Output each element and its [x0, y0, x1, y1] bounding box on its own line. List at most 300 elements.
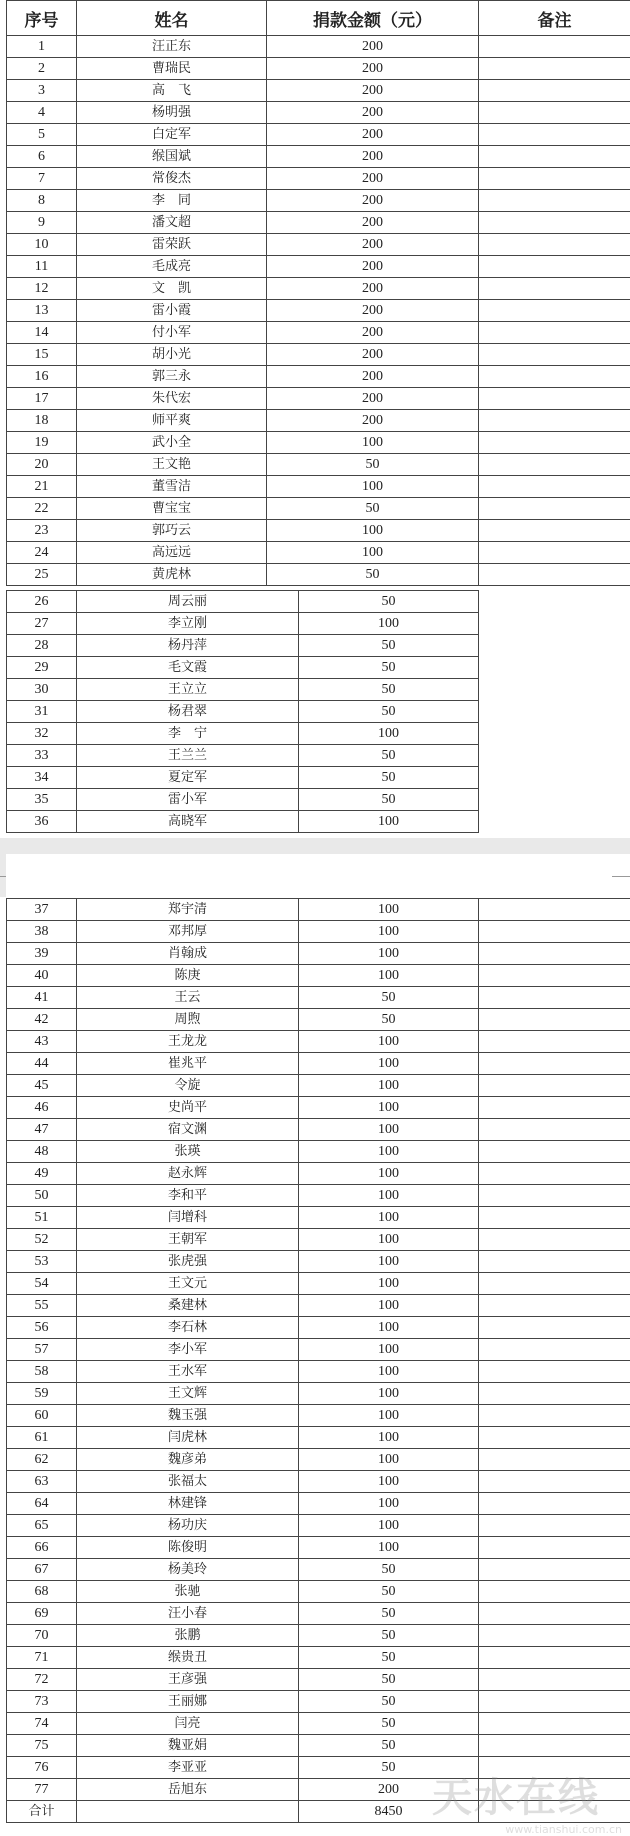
name-cell: 雷小霞	[77, 300, 267, 322]
amount-cell: 100	[299, 1449, 479, 1471]
table-row	[7, 1427, 630, 1449]
amount-cell: 200	[267, 58, 479, 80]
seq-cell: 25	[7, 564, 77, 586]
table-row	[7, 723, 630, 745]
name-cell: 汪正东	[77, 36, 267, 58]
amount-cell: 50	[299, 1669, 479, 1691]
name-cell: 王立立	[77, 679, 299, 701]
name-cell: 胡小光	[77, 344, 267, 366]
table-row	[7, 454, 630, 476]
next-page-top	[6, 854, 630, 897]
seq-cell: 49	[7, 1163, 77, 1185]
name-cell: 张鹏	[77, 1625, 299, 1647]
seq-cell: 67	[7, 1559, 77, 1581]
table-row	[7, 234, 630, 256]
amount-cell: 50	[267, 498, 479, 520]
table-row	[7, 635, 630, 657]
amount-cell: 50	[299, 1757, 479, 1779]
note-cell	[479, 1647, 630, 1669]
header-amount: 捐款金额（元）	[267, 1, 479, 36]
seq-cell: 66	[7, 1537, 77, 1559]
name-cell: 桑建林	[77, 1295, 299, 1317]
amount-cell: 200	[267, 190, 479, 212]
note-cell	[479, 1009, 630, 1031]
seq-cell: 51	[7, 1207, 77, 1229]
table-row	[7, 965, 630, 987]
table-row	[7, 657, 630, 679]
name-cell: 汪小春	[77, 1603, 299, 1625]
amount-cell: 200	[267, 300, 479, 322]
name-cell: 闫亮	[77, 1713, 299, 1735]
name-cell: 魏彦弟	[77, 1449, 299, 1471]
seq-cell: 55	[7, 1295, 77, 1317]
seq-cell: 14	[7, 322, 77, 344]
seq-cell: 61	[7, 1427, 77, 1449]
amount-cell: 200	[267, 410, 479, 432]
amount-cell: 100	[299, 1097, 479, 1119]
table-row	[7, 1603, 630, 1625]
note-cell	[479, 679, 630, 701]
note-cell	[479, 1471, 630, 1493]
seq-cell: 70	[7, 1625, 77, 1647]
seq-cell: 75	[7, 1735, 77, 1757]
seq-cell: 18	[7, 410, 77, 432]
table-row	[7, 190, 630, 212]
note-cell	[479, 1031, 630, 1053]
table-row	[7, 1075, 630, 1097]
amount-cell: 200	[267, 80, 479, 102]
seq-cell: 20	[7, 454, 77, 476]
name-cell: 曹宝宝	[77, 498, 267, 520]
name-cell: 王文艳	[77, 454, 267, 476]
seq-cell: 9	[7, 212, 77, 234]
table-row	[7, 1163, 630, 1185]
name-cell: 闫虎林	[77, 1427, 299, 1449]
table-row	[7, 767, 630, 789]
amount-cell: 200	[299, 1779, 479, 1801]
seq-cell: 33	[7, 745, 77, 767]
table-row	[7, 410, 630, 432]
seq-cell: 62	[7, 1449, 77, 1471]
table-row	[7, 564, 630, 586]
seq-cell: 13	[7, 300, 77, 322]
seq-cell: 26	[7, 591, 77, 613]
seq-cell: 69	[7, 1603, 77, 1625]
table-row	[7, 1229, 630, 1251]
name-cell: 高晓军	[77, 811, 299, 833]
table-row	[7, 1383, 630, 1405]
name-cell: 王龙龙	[77, 1031, 299, 1053]
seq-cell: 38	[7, 921, 77, 943]
seq-cell: 77	[7, 1779, 77, 1801]
table-row	[7, 899, 630, 921]
seq-cell: 15	[7, 344, 77, 366]
name-cell: 毛文霞	[77, 657, 299, 679]
name-cell: 魏亚娟	[77, 1735, 299, 1757]
name-cell: 文 凯	[77, 278, 267, 300]
table-row	[7, 300, 630, 322]
table-row	[7, 1559, 630, 1581]
note-cell	[479, 1075, 630, 1097]
seq-cell: 44	[7, 1053, 77, 1075]
name-cell: 杨君翠	[77, 701, 299, 723]
table-row	[7, 1009, 630, 1031]
amount-cell: 50	[299, 657, 479, 679]
amount-cell: 100	[299, 1207, 479, 1229]
seq-cell: 37	[7, 899, 77, 921]
note-cell	[479, 1053, 630, 1075]
seq-cell: 72	[7, 1669, 77, 1691]
seq-cell: 2	[7, 58, 77, 80]
amount-cell: 200	[267, 146, 479, 168]
amount-cell: 50	[299, 1559, 479, 1581]
amount-cell: 100	[299, 1251, 479, 1273]
table-row	[7, 1361, 630, 1383]
table-row	[7, 613, 630, 635]
amount-cell: 50	[299, 1009, 479, 1031]
table-row	[7, 1669, 630, 1691]
amount-cell: 200	[267, 234, 479, 256]
amount-cell: 50	[299, 679, 479, 701]
note-cell	[479, 943, 630, 965]
amount-cell: 100	[299, 1185, 479, 1207]
name-cell: 陈庚	[77, 965, 299, 987]
seq-cell: 8	[7, 190, 77, 212]
amount-cell: 200	[267, 366, 479, 388]
table-row	[7, 102, 630, 124]
amount-cell: 100	[299, 1361, 479, 1383]
note-cell	[479, 1339, 630, 1361]
seq-cell: 6	[7, 146, 77, 168]
donation-table-part-2	[6, 590, 630, 833]
seq-cell: 21	[7, 476, 77, 498]
table-body-part-1	[7, 36, 630, 586]
seq-cell: 11	[7, 256, 77, 278]
name-cell: 宿文渊	[77, 1119, 299, 1141]
table-row	[7, 1713, 630, 1735]
table-row	[7, 1251, 630, 1273]
seq-cell: 17	[7, 388, 77, 410]
amount-cell: 200	[267, 36, 479, 58]
table-row	[7, 1405, 630, 1427]
name-cell: 潘文超	[77, 212, 267, 234]
amount-cell: 100	[299, 1493, 479, 1515]
amount-cell: 100	[299, 613, 479, 635]
name-cell: 令旋	[77, 1075, 299, 1097]
page-corner-mark-right	[612, 876, 630, 877]
seq-cell: 39	[7, 943, 77, 965]
note-cell	[479, 344, 630, 366]
amount-cell: 100	[299, 811, 479, 833]
table-row	[7, 1053, 630, 1075]
seq-cell: 47	[7, 1119, 77, 1141]
name-cell: 魏玉强	[77, 1405, 299, 1427]
seq-cell: 32	[7, 723, 77, 745]
name-cell: 李石林	[77, 1317, 299, 1339]
page-break	[0, 838, 630, 897]
table-row	[7, 679, 630, 701]
note-cell	[479, 1515, 630, 1537]
amount-cell: 100	[299, 1031, 479, 1053]
seq-cell: 24	[7, 542, 77, 564]
seq-cell: 73	[7, 1691, 77, 1713]
name-cell: 王水军	[77, 1361, 299, 1383]
amount-cell: 100	[299, 1295, 479, 1317]
table-row	[7, 1207, 630, 1229]
note-cell	[479, 190, 630, 212]
note-cell	[479, 1119, 630, 1141]
seq-cell: 52	[7, 1229, 77, 1251]
note-cell	[479, 1559, 630, 1581]
seq-cell: 34	[7, 767, 77, 789]
seq-cell: 29	[7, 657, 77, 679]
note-cell	[479, 745, 630, 767]
note-cell	[479, 811, 630, 833]
amount-cell: 100	[299, 921, 479, 943]
note-cell	[479, 1691, 630, 1713]
note-cell	[479, 278, 630, 300]
amount-cell: 50	[299, 1603, 479, 1625]
table-body-part-2	[7, 591, 630, 833]
note-cell	[479, 701, 630, 723]
note-cell	[479, 102, 630, 124]
amount-cell: 100	[299, 723, 479, 745]
seq-cell: 59	[7, 1383, 77, 1405]
note-cell	[479, 1735, 630, 1757]
table-row	[7, 789, 630, 811]
name-cell: 杨明强	[77, 102, 267, 124]
note-cell	[479, 1361, 630, 1383]
seq-cell: 3	[7, 80, 77, 102]
name-cell: 周煦	[77, 1009, 299, 1031]
amount-cell: 100	[267, 520, 479, 542]
amount-cell: 200	[267, 168, 479, 190]
table-row	[7, 366, 630, 388]
amount-cell: 100	[299, 1537, 479, 1559]
amount-cell: 50	[299, 1647, 479, 1669]
name-cell: 杨丹萍	[77, 635, 299, 657]
site-watermark	[432, 1766, 622, 1828]
note-cell	[479, 168, 630, 190]
table-row	[7, 1097, 630, 1119]
seq-cell: 74	[7, 1713, 77, 1735]
seq-cell: 35	[7, 789, 77, 811]
amount-cell: 100	[267, 476, 479, 498]
seq-cell: 68	[7, 1581, 77, 1603]
name-cell: 杨功庆	[77, 1515, 299, 1537]
table-header-row	[7, 1, 630, 36]
note-cell	[479, 1185, 630, 1207]
note-cell	[479, 613, 630, 635]
name-cell: 张福太	[77, 1471, 299, 1493]
donation-table-part-3	[6, 898, 630, 1823]
name-cell: 曹瑞民	[77, 58, 267, 80]
seq-cell: 76	[7, 1757, 77, 1779]
note-cell	[479, 1317, 630, 1339]
amount-cell: 50	[299, 1713, 479, 1735]
name-cell: 高 飞	[77, 80, 267, 102]
seq-cell: 63	[7, 1471, 77, 1493]
amount-cell: 50	[299, 591, 479, 613]
amount-cell: 50	[299, 767, 479, 789]
table-row	[7, 987, 630, 1009]
note-cell	[479, 1097, 630, 1119]
note-cell	[479, 1251, 630, 1273]
seq-cell: 54	[7, 1273, 77, 1295]
name-cell: 黄虎林	[77, 564, 267, 586]
amount-cell: 50	[299, 987, 479, 1009]
table-row	[7, 1691, 630, 1713]
note-cell	[479, 1449, 630, 1471]
donation-table-part-1	[6, 0, 630, 586]
seq-cell: 64	[7, 1493, 77, 1515]
name-cell: 白定军	[77, 124, 267, 146]
header-name: 姓名	[77, 1, 267, 36]
table-row	[7, 520, 630, 542]
table-row	[7, 1647, 630, 1669]
table-row	[7, 212, 630, 234]
amount-cell: 200	[267, 388, 479, 410]
name-cell: 李 同	[77, 190, 267, 212]
amount-cell: 200	[267, 256, 479, 278]
table-row	[7, 1471, 630, 1493]
table-row	[7, 1625, 630, 1647]
table-row	[7, 1317, 630, 1339]
table-row	[7, 1449, 630, 1471]
name-cell: 李小军	[77, 1339, 299, 1361]
name-cell: 史尚平	[77, 1097, 299, 1119]
amount-cell: 100	[299, 943, 479, 965]
table-row	[7, 921, 630, 943]
table-row	[7, 36, 630, 58]
name-cell: 岳旭东	[77, 1779, 299, 1801]
note-cell	[479, 454, 630, 476]
seq-cell: 7	[7, 168, 77, 190]
note-cell	[479, 564, 630, 586]
seq-cell: 19	[7, 432, 77, 454]
note-cell	[479, 1141, 630, 1163]
table-row	[7, 1185, 630, 1207]
name-cell: 缑国斌	[77, 146, 267, 168]
name-cell: 王朝军	[77, 1229, 299, 1251]
amount-cell: 100	[299, 1317, 479, 1339]
total-name-cell	[77, 1801, 299, 1823]
name-cell: 邓邦厚	[77, 921, 299, 943]
name-cell: 雷小军	[77, 789, 299, 811]
amount-cell: 100	[299, 1405, 479, 1427]
amount-cell: 50	[299, 1625, 479, 1647]
note-cell	[479, 1427, 630, 1449]
amount-cell: 200	[267, 344, 479, 366]
name-cell: 王兰兰	[77, 745, 299, 767]
header-note: 备注	[479, 1, 630, 36]
note-cell	[479, 987, 630, 1009]
table-row	[7, 322, 630, 344]
table-row	[7, 1537, 630, 1559]
seq-cell: 43	[7, 1031, 77, 1053]
table-row	[7, 432, 630, 454]
amount-cell: 50	[299, 701, 479, 723]
table-row	[7, 1339, 630, 1361]
note-cell	[479, 635, 630, 657]
name-cell: 缑贵丑	[77, 1647, 299, 1669]
note-cell	[479, 1229, 630, 1251]
name-cell: 董雪洁	[77, 476, 267, 498]
header-seq: 序号	[7, 1, 77, 36]
note-cell	[479, 256, 630, 278]
table-row	[7, 1273, 630, 1295]
table-row	[7, 591, 630, 613]
table-row	[7, 1119, 630, 1141]
table-row	[7, 168, 630, 190]
seq-cell: 16	[7, 366, 77, 388]
seq-cell: 12	[7, 278, 77, 300]
note-cell	[479, 591, 630, 613]
amount-cell: 100	[299, 1163, 479, 1185]
amount-cell: 100	[267, 542, 479, 564]
name-cell: 常俊杰	[77, 168, 267, 190]
amount-cell: 50	[299, 1735, 479, 1757]
name-cell: 付小军	[77, 322, 267, 344]
name-cell: 王文辉	[77, 1383, 299, 1405]
amount-cell: 200	[267, 212, 479, 234]
note-cell	[479, 1163, 630, 1185]
note-cell	[479, 1603, 630, 1625]
name-cell: 李和平	[77, 1185, 299, 1207]
name-cell: 李 宁	[77, 723, 299, 745]
amount-cell: 100	[299, 1515, 479, 1537]
note-cell	[479, 1405, 630, 1427]
name-cell: 肖翰成	[77, 943, 299, 965]
seq-cell: 57	[7, 1339, 77, 1361]
name-cell: 李亚亚	[77, 1757, 299, 1779]
seq-cell: 40	[7, 965, 77, 987]
amount-cell: 50	[299, 1691, 479, 1713]
note-cell	[479, 1493, 630, 1515]
total-amount: 8450	[299, 1801, 479, 1823]
note-cell	[479, 921, 630, 943]
note-cell	[479, 1713, 630, 1735]
name-cell: 周云丽	[77, 591, 299, 613]
note-cell	[479, 300, 630, 322]
seq-cell: 36	[7, 811, 77, 833]
seq-cell: 30	[7, 679, 77, 701]
note-cell	[479, 1295, 630, 1317]
amount-cell: 50	[299, 635, 479, 657]
amount-cell: 100	[299, 1075, 479, 1097]
table-row	[7, 124, 630, 146]
amount-cell: 200	[267, 124, 479, 146]
note-cell	[479, 520, 630, 542]
seq-cell: 58	[7, 1361, 77, 1383]
note-cell	[479, 1625, 630, 1647]
table-row	[7, 498, 630, 520]
name-cell: 师平爽	[77, 410, 267, 432]
note-cell	[479, 476, 630, 498]
amount-cell: 100	[299, 1339, 479, 1361]
seq-cell: 10	[7, 234, 77, 256]
amount-cell: 100	[299, 1229, 479, 1251]
note-cell	[479, 124, 630, 146]
note-cell	[479, 212, 630, 234]
name-cell: 崔兆平	[77, 1053, 299, 1075]
note-cell	[479, 146, 630, 168]
name-cell: 朱代宏	[77, 388, 267, 410]
name-cell: 郭三永	[77, 366, 267, 388]
amount-cell: 200	[267, 102, 479, 124]
name-cell: 王彦强	[77, 1669, 299, 1691]
table-row	[7, 1581, 630, 1603]
